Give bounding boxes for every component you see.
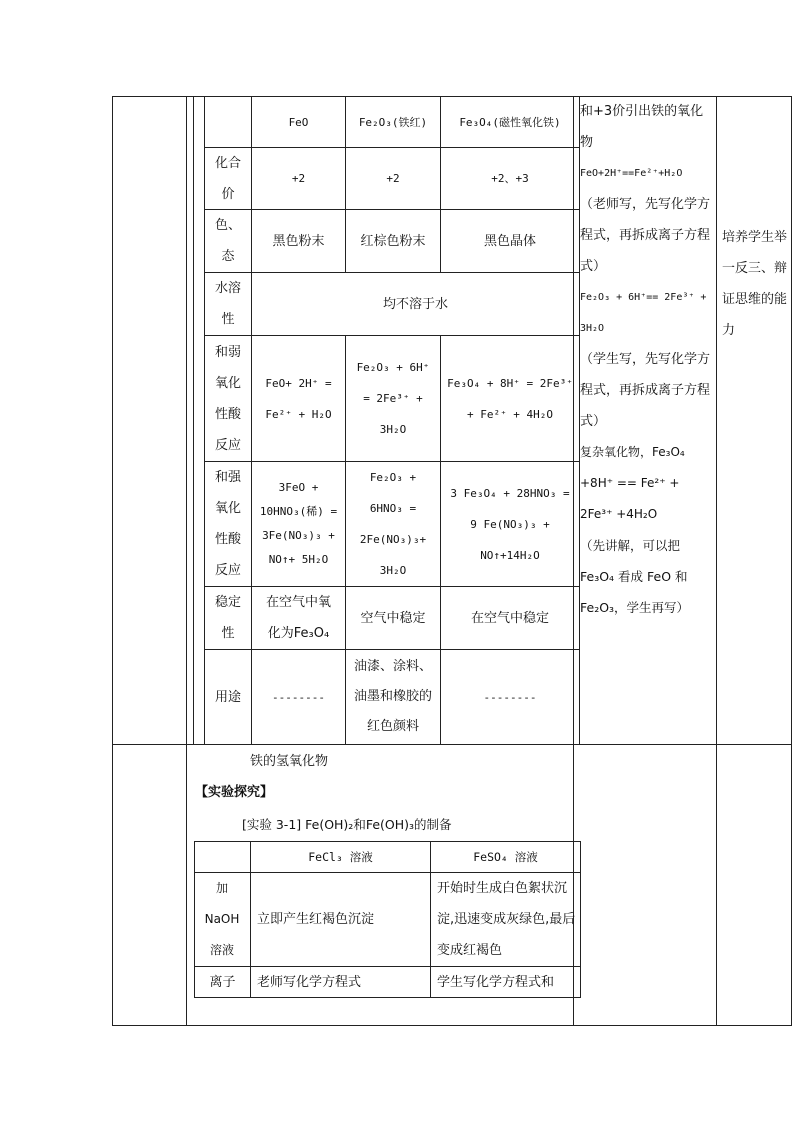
header-fe2o3: Fe₂O₃(铁红) [358,115,428,129]
color-fe3o4: 黑色晶体 [483,233,536,249]
outer-bottom-line [112,1025,792,1026]
row-label-stability: 稳定性 [215,595,242,641]
hyd-grid-v3 [580,841,581,998]
outer-left-line [112,96,113,1026]
weak-acid-fe3o4: Fe₃O₄ + 8H⁺ = 2Fe³⁺ + Fe²⁺ + 4H₂O [447,376,573,421]
col-line-186 [186,96,187,1026]
goal-text: 培养学生举一反三、辩证思维的能力 [722,230,788,338]
usage-fe3o4: -------- [483,690,537,704]
header-feo: FeO [288,115,309,129]
note-student-writes: （学生写，先写化学方程式，再拆成离子方程式） [580,352,711,429]
row-label-strong-acid: 和强氧化性酸反应 [214,470,241,578]
hyd-row-label-naoh: 加NaOH溶液 [204,881,240,957]
row-label-solubility: 水溶性 [214,281,241,327]
hyd-header-fecl3: FeCl₃ 溶液 [308,849,373,864]
note-explain: （先讲解，可以把Fe₃O₄ 看成 FeO 和Fe₂O₃，学生再写） [580,538,690,615]
color-feo: 黑色粉末 [272,233,325,249]
solubility-merged: 均不溶于水 [382,296,448,312]
note-feo-equation: FeO+2H⁺==Fe²⁺+H₂O [580,168,683,179]
hydroxide-title: 铁的氢氧化物 [250,754,329,769]
strong-acid-fe3o4: 3 Fe₃O₄ + 28HNO₃ = 9 Fe(NO₃)₃ + NO↑+14H₂O [450,486,570,562]
note-complex-oxide: 复杂氧化物，Fe₃O₄ +8H⁺ == Fe²⁺ + 2Fe³⁺ +4H₂O [580,445,685,521]
row-label-color: 色、态 [215,218,242,264]
weak-acid-feo: FeO+ 2H⁺ = Fe²⁺ + H₂O [265,376,332,421]
hyd-fecl3-result: 立即产生红褐色沉淀 [257,912,375,927]
stability-fe3o4: 在空气中稳定 [470,610,549,626]
note-intro: 和+3价引出铁的氧化物 [580,104,704,150]
valence-fe2o3: +2 [386,172,400,185]
row-label-weak-acid: 和弱氧化性酸反应 [214,344,241,453]
color-fe2o3: 红棕色粉末 [360,233,426,249]
usage-feo: -------- [272,690,325,704]
stability-feo: 在空气中氧化为Fe₃O₄ [265,595,331,641]
usage-fe2o3: 油漆、涂料、油墨和橡胶的红色颜料 [353,659,432,734]
outer-mid-line [112,744,792,745]
hyd-row-label-ion: 离子 [209,974,236,990]
col-line-716 [716,96,717,1026]
header-fe3o4: Fe₃O₄(磁性氧化铁) [459,115,561,129]
row-label-valence: 化合价 [215,155,242,202]
experiment-section: 【实验探究】 [195,785,274,800]
weak-acid-fe2o3: Fe₂O₃ + 6H⁺ = 2Fe³⁺ + 3H₂O [356,361,430,436]
note-teacher-writes: （老师写，先写化学方程式，再拆成离子方程式） [580,197,711,274]
outer-right-line [791,96,792,1026]
hyd-ion-feso4: 学生写化学方程式和 [437,974,555,990]
row-label-usage: 用途 [214,689,241,705]
col-line-193 [193,96,194,744]
hyd-feso4-result: 开始时生成白色絮状沉淀,迅速变成灰绿色,最后变成红褐色 [437,881,576,958]
strong-acid-feo: 3FeO + 10HNO₃(稀) = 3Fe(NO₃)₃ + NO↑+ 5H₂O [259,481,338,566]
stability-fe2o3: 空气中稳定 [360,610,426,626]
valence-fe3o4: +2、+3 [491,172,529,185]
hyd-header-feso4: FeSO₄ 溶液 [473,849,538,864]
note-fe2o3-equation: Fe₂O₃ + 6H⁺== 2Fe³⁺ + 3H₂O [580,292,707,334]
hyd-ion-fecl3: 老师写化学方程式 [257,974,362,990]
strong-acid-fe2o3: Fe₂O₃ + 6HNO₃ = 2Fe(NO₃)₃+ 3H₂O [359,471,427,577]
oxide-grid-v0 [204,96,205,744]
teacher-notes [580,96,714,623]
valence-feo: +2 [291,172,306,185]
experiment-title: [实验 3-1] Fe(OH)₂和Fe(OH)₃的制备 [242,817,452,832]
